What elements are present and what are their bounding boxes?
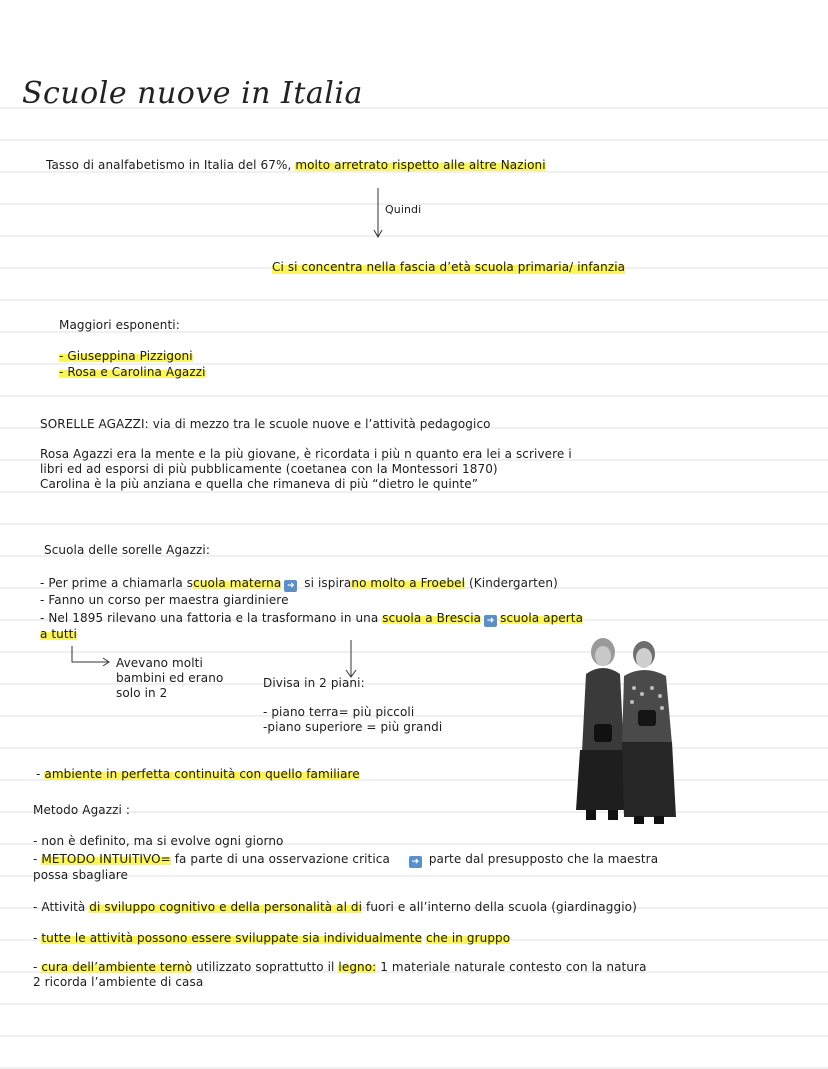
arrow-right-icon: ➜ bbox=[284, 580, 297, 592]
note-line: solo in 2 bbox=[116, 686, 168, 700]
divisa-heading: Divisa in 2 piani: bbox=[263, 676, 365, 690]
scuola-bullet: - Nel 1895 rilevano una fattoria e la trasformano in una scuola a Brescia ➜ scuola aperta bbox=[40, 611, 584, 626]
conclusion: Ci si concentra nella fascia d’età scuola primaria/ infanzia bbox=[272, 260, 626, 274]
arrow-right-icon: ➜ bbox=[484, 615, 497, 627]
metodo-item: - non è definito, ma si evolve ogni giorno bbox=[33, 834, 284, 848]
metodo-heading: Metodo Agazzi : bbox=[33, 803, 131, 817]
metodo-item-cont: possa sbagliare bbox=[33, 868, 129, 882]
page-title: Scuole nuove in Italia bbox=[22, 76, 363, 111]
piano-item: - piano terra= più piccoli bbox=[263, 705, 415, 719]
metodo-item: - cura dell’ambiente ternò utilizzato soprattutto il legno: 1 materiale naturale contesto con la natura bbox=[33, 960, 647, 974]
arrow-right-icon: ➜ bbox=[409, 856, 422, 868]
arrow-label: Quindi bbox=[385, 203, 422, 216]
scuola-bullet-cont: a tutti bbox=[40, 627, 77, 641]
scuola-bullet: - Per prime a chiamarla scuola materna ➜ si ispirano molto a Froebel (Kindergarten) bbox=[40, 576, 558, 591]
sorelle-line: libri ed ad esporsi di più pubblicamente (coetanea con la Montessori 1870) bbox=[40, 462, 498, 476]
note-line: bambini ed erano bbox=[116, 671, 224, 685]
agazzi-sisters-photo bbox=[572, 632, 682, 827]
sorelle-heading: SORELLE AGAZZI: via di mezzo tra le scuole nuove e l’attività pedagogico bbox=[40, 417, 491, 431]
metodo-item: - Attività di sviluppo cognitivo e della personalità al di fuori e all’interno della scuola (giardinaggio) bbox=[33, 900, 637, 914]
metodo-item-cont: 2 ricorda l’ambiente di casa bbox=[33, 975, 204, 989]
ambiente-line: - ambiente in perfetta continuità con quello familiare bbox=[36, 767, 360, 781]
sorelle-line: Rosa Agazzi era la mente e la più giovane, è ricordata i più n quanto era lei a scrivere i bbox=[40, 447, 572, 461]
scuola-bullet: - Fanno un corso per maestra giardiniere bbox=[40, 593, 289, 607]
list-item: - Giuseppina Pizzigoni bbox=[59, 349, 193, 363]
down-arrow-icon bbox=[372, 186, 386, 242]
piano-item: -piano superiore = più grandi bbox=[263, 720, 443, 734]
intro-line: Tasso di analfabetismo in Italia del 67%, molto arretrato rispetto alle altre Nazioni bbox=[46, 158, 546, 172]
note-line: Avevano molti bbox=[116, 656, 203, 670]
esponenti-heading: Maggiori esponenti: bbox=[59, 318, 180, 332]
corner-arrow-icon bbox=[68, 644, 116, 668]
metodo-item: - tutte le attività possono essere sviluppate sia individualmente che in gruppo bbox=[33, 931, 511, 945]
scuola-heading: Scuola delle sorelle Agazzi: bbox=[44, 543, 210, 557]
sorelle-line: Carolina è la più anziana e quella che rimaneva di più “dietro le quinte” bbox=[40, 477, 479, 491]
list-item: - Rosa e Carolina Agazzi bbox=[59, 365, 206, 379]
metodo-item: - METODO INTUITIVO= fa parte di una osservazione critica ➜ parte dal presupposto che la maestra bbox=[33, 852, 659, 867]
